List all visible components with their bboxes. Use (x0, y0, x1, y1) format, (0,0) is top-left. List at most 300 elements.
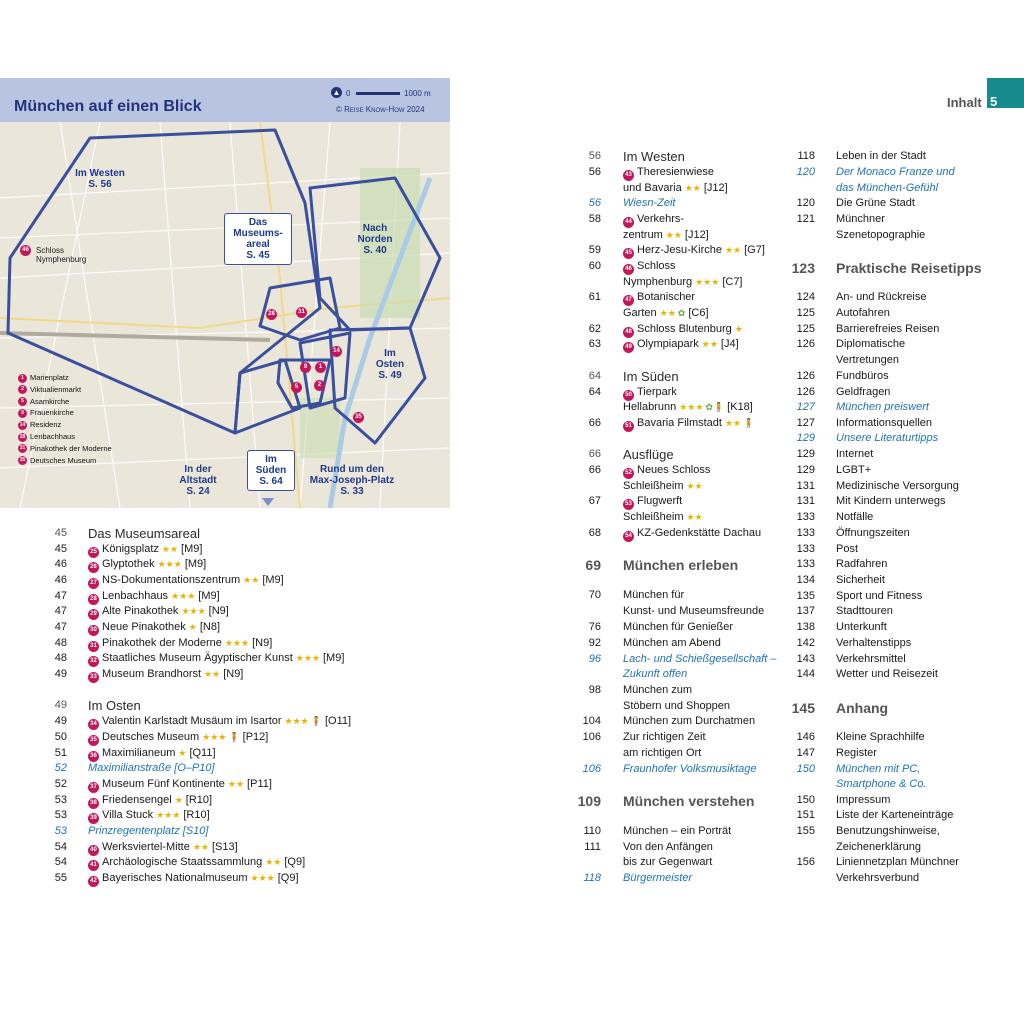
legend-item (18, 407, 74, 418)
toc-page-number: 64 (588, 386, 601, 398)
toc-entry-title (623, 165, 714, 181)
north-arrow-icon: ▲ (332, 88, 341, 97)
entry-text: das München-Gefühl (836, 182, 939, 194)
toc-page-number: 109 (577, 793, 601, 809)
scale-start: 0 (346, 89, 351, 98)
toc-entry-title (623, 243, 765, 259)
entry-text: Archäologische Staatssammlung (102, 856, 263, 868)
toc-entry-title (623, 494, 682, 510)
entry-text: Ausflüge (623, 447, 674, 462)
toc-entry-title (623, 855, 712, 871)
poi-number-badge: 51 (623, 421, 634, 432)
grid-reference: [M9] (198, 590, 220, 602)
toc-page-number: 133 (796, 558, 815, 570)
toc-page-number: 59 (588, 244, 601, 256)
grid-reference: [C7] (722, 276, 743, 288)
star-rating-icon: ★★★ (679, 402, 704, 412)
grid-reference: [Q11] (189, 747, 216, 759)
toc-page-number: 66 (588, 464, 601, 476)
toc-entry-title (836, 494, 945, 510)
toc-page-number: 133 (796, 543, 815, 555)
legend-label: Deutsches Museum (30, 455, 97, 465)
toc-page-number: 129 (796, 448, 815, 460)
entry-text: Schleißheim (623, 480, 684, 492)
entry-text: Wiesn-Zeit (623, 197, 676, 209)
toc-entry-title (88, 746, 216, 762)
legend-label: Viktualienmarkt (30, 384, 82, 394)
toc-entry-title (836, 228, 925, 244)
poi-number-badge: 54 (623, 531, 634, 542)
entry-text: Museum Fünf Kontinente (102, 778, 225, 790)
entry-text: Mit Kindern unterwegs (836, 495, 946, 507)
entry-text: Unsere Literaturtipps (836, 432, 939, 444)
family-tip-icon: ✿🧍 (705, 402, 725, 412)
star-rating-icon: ★★★ (295, 653, 320, 663)
star-rating-icon: ★★★ (250, 873, 275, 883)
toc-page-number: 137 (796, 605, 815, 617)
toc-entry-title (836, 306, 890, 322)
star-rating-icon: ★★ (265, 857, 282, 867)
toc-page-number: 144 (796, 668, 815, 680)
toc-entry-title (623, 714, 755, 730)
poi-number-badge: 46 (623, 264, 634, 275)
toc-entry-title (623, 306, 709, 322)
area-name: Osten (375, 359, 405, 370)
toc-page-number: 155 (796, 825, 815, 837)
poi-number-badge: 35 (88, 735, 99, 746)
entry-text: Lach- und Schießgesellschaft – (623, 653, 777, 665)
star-rating-icon: ★★★ (202, 732, 227, 742)
map-marker[interactable]: 31 (296, 307, 307, 318)
star-rating-icon: ★★★ (284, 716, 309, 726)
legend-item (18, 372, 69, 383)
entry-text: Der Monaco Franze und (836, 166, 955, 178)
area-page: S. 64 (259, 476, 283, 487)
entry-text: Liniennetzplan Münchner (836, 856, 959, 868)
toc-entry-title (836, 793, 890, 809)
entry-text: Barrierefreies Reisen (836, 323, 940, 335)
area-name: Nach (362, 223, 388, 234)
toc-entry-title (623, 385, 677, 401)
toc-entry-title (836, 652, 906, 668)
entry-text: Glyptothek (102, 558, 155, 570)
entry-text: München zum (623, 684, 693, 696)
page-number: 5 (990, 94, 998, 109)
entry-text: Maximilianeum (102, 747, 176, 759)
toc-entry-title (623, 416, 754, 432)
legend-item (18, 443, 112, 454)
star-rating-icon: ★★ (204, 669, 221, 679)
area-name: Museums- (233, 228, 283, 239)
star-rating-icon: ★★ (161, 544, 179, 554)
toc-entry-title (836, 181, 938, 197)
entry-text: Botanischer (637, 291, 696, 303)
area-page: S. 56 (88, 179, 112, 190)
toc-page-number: 138 (796, 621, 815, 633)
toc-entry-title (836, 447, 873, 463)
area-name: Das (248, 217, 268, 228)
area-label-westen[interactable] (70, 168, 130, 190)
toc-page-number: 127 (796, 401, 815, 413)
entry-text: Medizinische Versorgung (836, 480, 959, 492)
area-name: Im Westen (75, 168, 125, 179)
map-marker[interactable]: 35 (353, 412, 364, 423)
entry-text: München zum Durchatmen (623, 715, 756, 727)
star-rating-icon: ★★ (665, 230, 682, 240)
entry-text: Sicherheit (836, 574, 885, 586)
toc-entry-title (88, 620, 220, 636)
toc-entry-title (88, 589, 220, 605)
entry-text: Theresienwiese (637, 166, 715, 178)
toc-entry-title (836, 400, 929, 416)
legend-marker: 9 (18, 409, 27, 418)
toc-page-number: 143 (796, 653, 815, 665)
area-label-altstadt[interactable] (168, 464, 228, 497)
area-name: Im (265, 454, 277, 465)
toc-entry-title (836, 149, 926, 165)
star-rating-icon: ★★★ (695, 277, 720, 287)
grid-reference: [K18] (727, 401, 753, 413)
map-marker[interactable]: 2 (314, 380, 325, 391)
family-tip-icon: 🧍 (228, 732, 240, 742)
entry-text: Smartphone & Co. (836, 778, 927, 790)
legend-item (18, 431, 75, 442)
toc-entry-title (623, 794, 754, 810)
toc-entry-title (623, 275, 743, 291)
toc-entry-title (623, 558, 738, 574)
map-marker[interactable]: 9 (300, 362, 311, 373)
toc-page-number: 67 (588, 495, 601, 507)
toc-entry-title (836, 808, 953, 824)
toc-page-number: 118 (583, 872, 601, 884)
area-label-museumsareal[interactable] (224, 213, 292, 265)
toc-entry-title (836, 762, 920, 778)
toc-entry-title (623, 196, 675, 212)
toc-entry-title (623, 510, 703, 526)
entry-text: Nymphenburg (623, 276, 693, 288)
toc-page-number: 129 (796, 432, 815, 444)
toc-page-number: 60 (588, 260, 601, 272)
entry-text: Die Grüne Stadt (836, 197, 915, 209)
entry-text: Praktische Reisetipps (836, 260, 982, 276)
map-place-label (36, 246, 86, 264)
toc-page-number: 120 (796, 197, 815, 209)
toc-page-number: 66 (588, 417, 601, 429)
entry-text: Fraunhofer Volksmusiktage (623, 763, 757, 775)
poi-number-badge: 27 (88, 578, 99, 589)
toc-page-number: 45 (54, 527, 67, 539)
toc-page-number: 142 (796, 637, 815, 649)
toc-page-number: 47 (54, 605, 67, 617)
entry-text: Radfahren (836, 558, 888, 570)
toc-entry-title (836, 479, 959, 495)
toc-entry-title (88, 604, 229, 620)
toc-page-number: 147 (796, 747, 815, 759)
toc-entry-title (88, 793, 212, 809)
entry-text: Leben in der Stadt (836, 150, 926, 162)
entry-text: Impressum (836, 794, 891, 806)
grid-reference: [Q9] (277, 872, 299, 884)
grid-reference: [S13] (211, 841, 238, 853)
entry-text: Geldfragen (836, 386, 891, 398)
entry-text: Verkehrsverbund (836, 872, 920, 884)
poi-number-badge: 45 (623, 248, 634, 259)
place-name: Nymphenburg (36, 255, 87, 264)
toc-page-number: 126 (796, 386, 815, 398)
entry-text: und Bavaria (623, 182, 682, 194)
toc-entry-title (623, 588, 684, 604)
map-marker[interactable]: 5 (291, 382, 302, 393)
entry-text: Pinakothek der Moderne (102, 637, 222, 649)
entry-text: Olympiapark (637, 338, 699, 350)
toc-page-number: 56 (588, 166, 601, 178)
toc-entry-title (623, 620, 733, 636)
toc-page-number: 48 (54, 637, 67, 649)
toc-entry-title (836, 212, 885, 228)
map-marker[interactable]: 1 (315, 362, 326, 373)
entry-text: Vertretungen (836, 354, 899, 366)
legend-label: Marienplatz (30, 373, 69, 382)
toc-page-number: 48 (54, 652, 67, 664)
toc-entry-title (836, 573, 885, 589)
toc-page-number: 96 (588, 653, 601, 665)
poi-number-badge: 29 (88, 609, 99, 620)
entry-text: Garten (623, 307, 657, 319)
area-name: Norden (357, 234, 393, 245)
toc-page-number: 134 (796, 574, 815, 586)
poi-number-badge: 36 (88, 751, 99, 762)
entry-text: Werksviertel-Mitte (102, 841, 190, 853)
toc-entry-title (836, 416, 932, 432)
toc-entry-title (623, 526, 761, 542)
arrow-down-icon (262, 498, 274, 506)
area-name: Altstadt (179, 475, 217, 486)
toc-page-number: 55 (54, 872, 67, 884)
entry-text: Staatliches Museum Ägyptischer Kunst (102, 652, 293, 664)
grid-reference: [P12] (242, 731, 269, 743)
map-marker[interactable]: 14 (331, 346, 342, 357)
grid-reference: [N9] (252, 637, 273, 649)
entry-text: Verkehrs- (637, 213, 685, 225)
toc-entry-title (623, 699, 730, 715)
star-rating-icon: ★ (174, 795, 183, 805)
area-name: Süden (255, 465, 287, 476)
entry-text: Unterkunft (836, 621, 887, 633)
poi-number-badge: 34 (88, 719, 99, 730)
poi-number-badge: 44 (623, 217, 634, 228)
entry-text: Lenbachhaus (102, 590, 169, 602)
entry-text: Szenetopographie (836, 229, 926, 241)
place-name: Schloss (36, 246, 65, 255)
toc-page-number: 131 (796, 495, 815, 507)
toc-entry-title (623, 683, 692, 699)
toc-entry-title (88, 542, 202, 558)
overview-map (0, 78, 450, 508)
grid-reference: [P11] (247, 778, 272, 790)
poi-number-badge: 49 (623, 342, 634, 353)
toc-entry-title (836, 463, 871, 479)
entry-text: Flugwerft (637, 495, 683, 507)
area-page: S. 24 (186, 486, 210, 497)
toc-entry-title (623, 369, 679, 385)
legend-label: Pinakothek der Moderne (30, 443, 112, 453)
toc-page-number: 69 (585, 557, 601, 573)
family-tip-icon: 🧍 (310, 716, 322, 726)
area-label-osten[interactable] (365, 348, 415, 381)
toc-entry-title (623, 337, 739, 353)
toc-page-number: 53 (54, 794, 67, 806)
toc-entry-title (836, 261, 982, 277)
entry-text: bis zur Gegenwart (623, 856, 713, 868)
entry-text: Liste der Karteneinträge (836, 809, 954, 821)
map-marker[interactable]: 28 (266, 309, 277, 320)
star-rating-icon: ★★★ (181, 606, 206, 616)
toc-entry-title (836, 385, 890, 401)
toc-page-number: 61 (588, 291, 601, 303)
legend-marker: 31 (19, 445, 26, 452)
poi-number-badge: 31 (88, 641, 99, 652)
area-name: Rund um den (320, 464, 384, 475)
legend-marker: 5 (18, 397, 27, 406)
toc-entry-title (836, 322, 939, 338)
poi-number-badge: 52 (623, 468, 634, 479)
toc-entry-title (88, 777, 272, 793)
area-label-norden[interactable] (345, 223, 405, 256)
toc-entry-title (88, 557, 206, 573)
toc-entry-title (836, 701, 888, 717)
toc-page-number: 120 (796, 166, 815, 178)
grid-reference: [C6] (688, 307, 709, 319)
family-tip-icon: ✿ (677, 308, 686, 318)
toc-entry-title (623, 746, 701, 762)
entry-text: zentrum (623, 229, 663, 241)
map-title: München auf einen Blick (14, 98, 202, 115)
poi-number-badge: 28 (88, 594, 99, 605)
toc-entry-title (623, 259, 676, 275)
toc-page-number: 104 (582, 715, 601, 727)
grid-reference: [N8] (199, 621, 221, 633)
entry-text: Fundbüros (836, 370, 889, 382)
map-marker[interactable]: 46 (20, 245, 31, 256)
toc-page-number: 118 (797, 150, 815, 162)
area-page: S. 49 (378, 370, 402, 381)
legend-marker: 28 (19, 433, 26, 440)
toc-page-number: 63 (588, 338, 601, 350)
area-label-sueden[interactable] (247, 450, 295, 491)
toc-page-number: 53 (54, 809, 67, 821)
toc-page-number: 110 (583, 825, 601, 837)
poi-number-badge: 50 (623, 390, 634, 401)
toc-entry-title (836, 746, 877, 762)
toc-entry-title (88, 636, 272, 652)
toc-entry-title (88, 824, 208, 840)
toc-page-number: 58 (588, 213, 601, 225)
toc-entry-title (88, 667, 243, 683)
legend-item (18, 396, 69, 407)
toc-entry-title (836, 542, 858, 558)
poi-number-badge: 39 (88, 813, 99, 824)
star-rating-icon: ★★★ (171, 591, 196, 601)
toc-page-number: 56 (588, 150, 601, 162)
area-label-maxjoseph[interactable] (300, 464, 404, 497)
toc-entry-title (623, 290, 695, 306)
entry-text: Verhaltenstipps (836, 637, 912, 649)
toc-page-number: 54 (54, 856, 67, 868)
entry-text: München erleben (623, 557, 739, 573)
entry-text: Herz-Jesu-Kirche (637, 244, 722, 256)
grid-reference: [Q9] (284, 856, 306, 868)
toc-entry-title (623, 824, 731, 840)
poi-number-badge: 43 (623, 170, 634, 181)
entry-text: Sport und Fitness (836, 590, 923, 602)
legend-label: Residenz (30, 420, 62, 430)
entry-text: NS-Dokumentationszentrum (102, 574, 241, 586)
legend-label: Lenbachhaus (30, 432, 76, 441)
toc-entry-title (836, 636, 911, 652)
section-header: Inhalt (947, 95, 982, 110)
toc-page-number: 70 (588, 589, 601, 601)
star-rating-icon: ★★ (686, 512, 703, 522)
map-copyright: © Reise Know-How 2024 (336, 105, 425, 114)
toc-page-number: 52 (54, 778, 67, 790)
toc-entry-title (623, 181, 728, 197)
toc-entry-title (88, 651, 344, 667)
toc-entry-title (623, 447, 674, 463)
toc-page-number: 51 (54, 747, 67, 759)
star-rating-icon: ★★ (192, 842, 209, 852)
entry-text: Benutzungshinweise, (836, 825, 940, 837)
entry-text: Post (836, 543, 859, 555)
entry-text: Informationsquellen (836, 417, 933, 429)
grid-reference: [R10] (185, 794, 213, 806)
toc-page-number: 111 (584, 841, 601, 853)
toc-page-number: 49 (54, 668, 67, 680)
toc-page-number: 92 (588, 637, 601, 649)
grid-reference: [J12] (703, 182, 728, 194)
star-rating-icon: ★★ (684, 183, 701, 193)
legend-item (18, 419, 61, 430)
entry-text: Neues Schloss (637, 464, 711, 476)
toc-page-number: 126 (796, 370, 815, 382)
entry-text: Verkehrsmittel (836, 653, 906, 665)
family-tip-icon: 🧍 (743, 418, 755, 428)
entry-text: LGBT+ (836, 464, 872, 476)
star-rating-icon: ★★ (686, 481, 703, 491)
toc-entry-title (836, 165, 955, 181)
grid-reference: [N9] (208, 605, 229, 617)
entry-text: Register (836, 747, 877, 759)
poi-number-badge: 32 (88, 656, 99, 667)
entry-text: Friedensengel (102, 794, 172, 806)
poi-number-badge: 38 (88, 798, 99, 809)
toc-entry-title (88, 730, 268, 746)
entry-text: Bayerisches Nationalmuseum (102, 872, 248, 884)
toc-entry-title (88, 840, 238, 856)
legend-label: Asamkirche (30, 396, 70, 406)
entry-text: Im Osten (88, 698, 141, 713)
toc-entry-title (623, 322, 743, 338)
toc-entry-title (88, 871, 299, 887)
poi-number-badge: 40 (88, 845, 99, 856)
entry-text: Internet (836, 448, 874, 460)
toc-entry-title (623, 730, 706, 746)
toc-page-number: 156 (796, 856, 815, 868)
entry-text: Öffnungszeiten (836, 527, 910, 539)
star-rating-icon: ★★ (243, 575, 260, 585)
entry-text: München mit PC, (836, 763, 921, 775)
star-rating-icon: ★★ (701, 339, 718, 349)
toc-entry-title (623, 463, 710, 479)
